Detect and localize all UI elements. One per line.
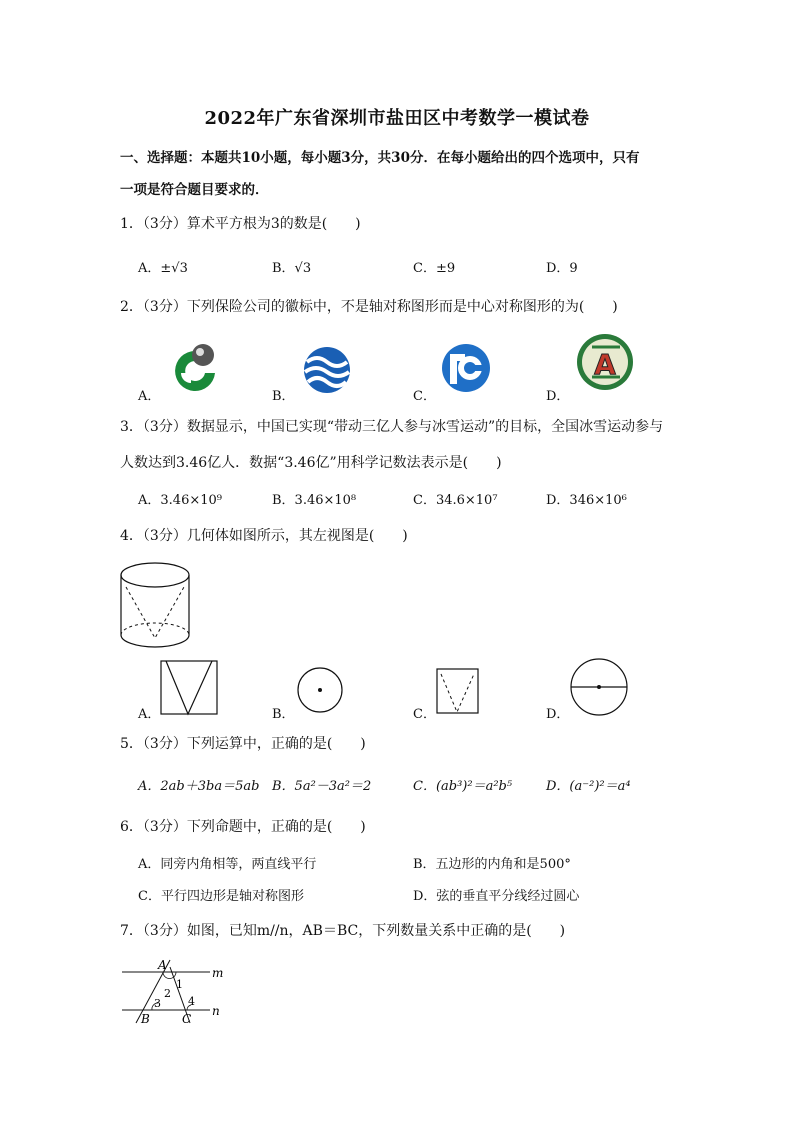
q6-option-c[interactable]: C．平行四边形是轴对称图形 (138, 889, 304, 904)
q4-view-c (436, 668, 480, 714)
q7-label-m: m (212, 966, 224, 980)
q3-option-b[interactable]: B．3.46×10⁸ (272, 493, 357, 508)
q2-option-a[interactable]: A． (138, 389, 161, 404)
question-7-stem: 7．（3分）如图，已知m//n，AB＝BC，下列数量关系中正确的是( ) (120, 923, 566, 939)
q7-angle-1: 1 (176, 978, 183, 991)
q3-option-a[interactable]: A．3.46×10⁹ (138, 493, 222, 508)
q6-option-b[interactable]: B．五边形的内角和是500° (413, 857, 571, 872)
logo-d-letter: A (594, 348, 616, 381)
q4-option-c[interactable]: C． (413, 707, 436, 722)
section-header-line1: 一、选择题：本题共10小题，每小题3分，共30分．在每小题给出的四个选项中，只有 (120, 150, 640, 166)
q7-label-c: C (182, 1012, 192, 1026)
q7-label-b: B (141, 1012, 150, 1026)
logo-c-icon (441, 343, 491, 393)
q7-parallel-lines-figure (118, 955, 233, 1030)
q3-option-d[interactable]: D．346×10⁶ (546, 493, 627, 508)
q4-option-d[interactable]: D． (546, 707, 570, 722)
q4-option-b[interactable]: B． (272, 707, 295, 722)
q2-option-d[interactable]: D． (546, 389, 570, 404)
logo-d-icon (576, 333, 634, 391)
q2-option-b[interactable]: B． (272, 389, 295, 404)
question-2-stem: 2．（3分）下列保险公司的徽标中，不是轴对称图形而是中心对称图形的为( ) (120, 299, 618, 315)
q4-view-b (296, 666, 344, 714)
q7-angle-4: 4 (188, 995, 195, 1008)
q4-option-a[interactable]: A． (138, 707, 161, 722)
q5-option-a[interactable]: A．2ab＋3ba＝5ab (138, 779, 260, 794)
q7-angle-3: 3 (154, 997, 161, 1010)
logo-a-icon (165, 343, 220, 393)
q4-view-d (570, 658, 630, 718)
q5-option-c[interactable]: C．(ab³)²＝a²b⁵ (413, 779, 513, 794)
q1-option-a[interactable]: A．±√3 (138, 261, 188, 276)
q2-option-c[interactable]: C． (413, 389, 436, 404)
q7-angle-2: 2 (164, 987, 171, 1000)
q4-view-a (160, 660, 220, 716)
q4-cylinder-figure (118, 560, 193, 655)
logo-b-icon (303, 346, 351, 394)
question-1-stem: 1．（3分）算术平方根为3的数是( ) (120, 216, 361, 232)
q7-label-n: n (212, 1004, 220, 1018)
q6-option-d[interactable]: D．弦的垂直平分线经过圆心 (413, 889, 580, 904)
question-3-stem-line2: 人数达到3.46亿人．数据“3.46亿”用科学记数法表示是( ) (120, 455, 502, 471)
exam-title: 2022年广东省深圳市盐田区中考数学一模试卷 (204, 108, 590, 129)
q5-option-b[interactable]: B．5a²－3a²＝2 (272, 779, 372, 794)
q6-option-a[interactable]: A．同旁内角相等，两直线平行 (138, 857, 317, 872)
question-4-stem: 4．（3分）几何体如图所示，其左视图是( ) (120, 528, 408, 544)
q3-option-c[interactable]: C．34.6×10⁷ (413, 493, 498, 508)
question-3-stem-line1: 3．（3分）数据显示，中国已实现“带动三亿人参与冰雪运动”的目标，全国冰雪运动参与 (120, 419, 664, 435)
question-5-stem: 5．（3分）下列运算中，正确的是( ) (120, 736, 366, 752)
q1-option-c[interactable]: C．±9 (413, 261, 456, 276)
q1-option-b[interactable]: B．√3 (272, 261, 312, 276)
q1-option-d[interactable]: D．9 (546, 261, 578, 276)
q7-label-a: A (158, 958, 167, 972)
q5-option-d[interactable]: D．(a⁻²)²＝a⁴ (546, 779, 631, 794)
question-6-stem: 6．（3分）下列命题中，正确的是( ) (120, 819, 366, 835)
section-header-line2: 一项是符合题目要求的． (120, 182, 269, 198)
